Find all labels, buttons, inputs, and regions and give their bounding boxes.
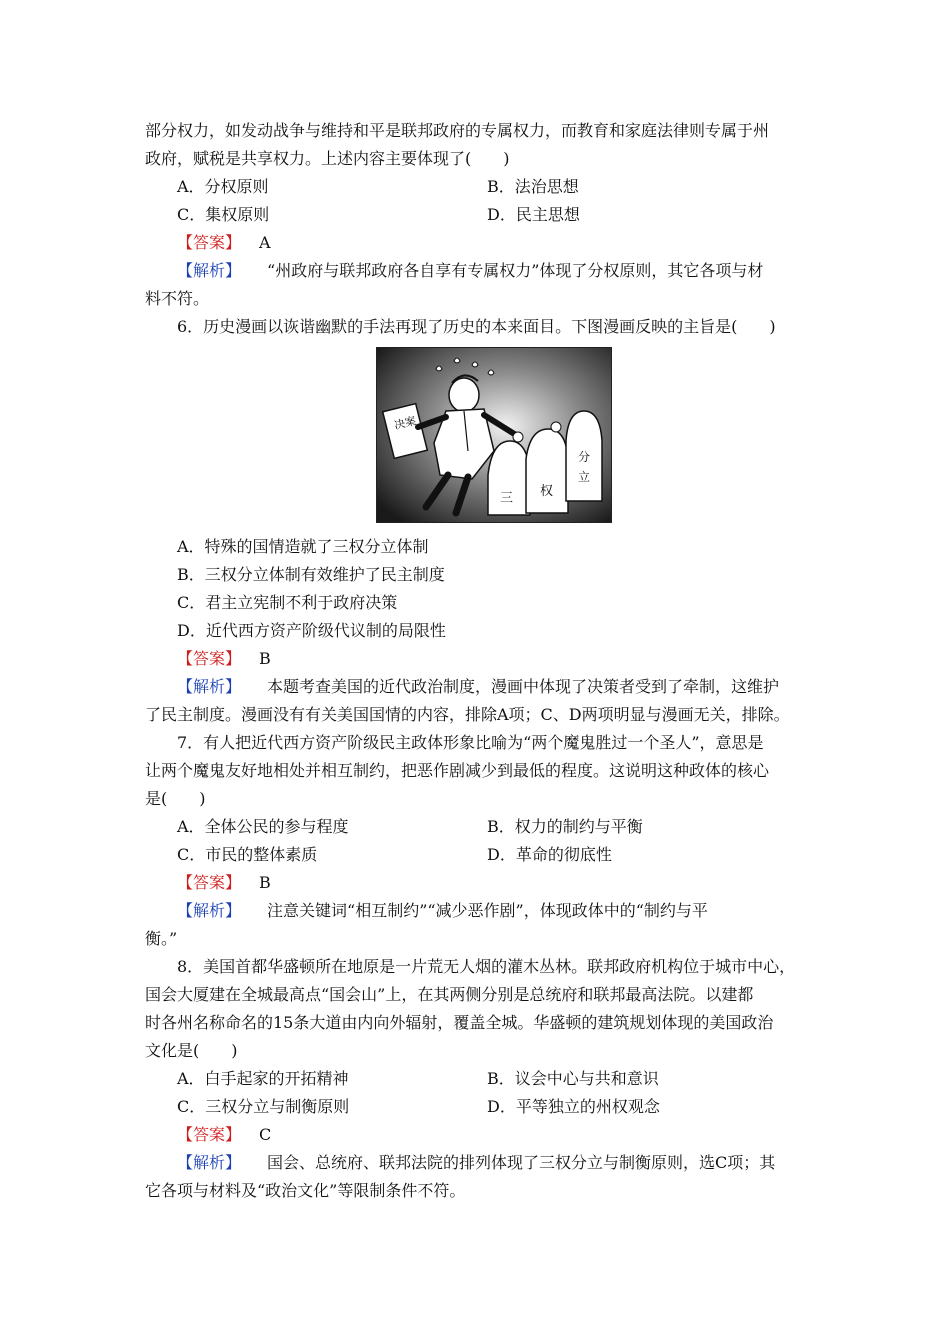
q8-option-c: C．三权分立与制衡原则: [177, 1097, 350, 1116]
analysis-label: 【解析】: [177, 1153, 242, 1172]
q5-options-row-1: [145, 173, 815, 201]
cartoon-stone-3: 分: [578, 450, 591, 464]
q5-stem-line-1: 部分权力，如发动战争与维持和平是联邦政府的专属权力，而教育和家庭法律则专属于州: [145, 121, 770, 140]
cartoon-drawing: [376, 347, 612, 523]
cartoon-stone-4: 立: [578, 470, 591, 484]
q7-option-d: D．革命的彻底性: [487, 845, 612, 864]
q8-analysis-line-2: 它各项与材料及“政治文化”等限制条件不符。: [145, 1181, 466, 1200]
q6-analysis-line-1: [145, 673, 815, 701]
q8-stem-line-3: 时各州名称命名的15条大道由内向外辐射，覆盖全城。华盛顿的建筑规划体现的美国政治: [145, 1013, 774, 1032]
q5-analysis-line-1: [145, 257, 815, 285]
q6-option-d: D．近代西方资产阶级代议制的局限性: [177, 621, 446, 640]
q8-answer: [145, 1121, 815, 1149]
q7-stem-line-3: 是( ): [145, 789, 206, 808]
answer-label: 【答案】: [177, 649, 242, 668]
q5-answer: [145, 229, 815, 257]
q5-option-a: A．分权原则: [177, 177, 269, 196]
cartoon-paper-text: 决案: [392, 414, 418, 433]
q5-option-c: C．集权原则: [177, 205, 270, 224]
q6-stem: 6．历史漫画以诙谐幽默的手法再现了历史的本来面目。下图漫画反映的主旨是( ): [177, 317, 776, 336]
answer-label: 【答案】: [177, 233, 242, 252]
document-content: [145, 117, 815, 1205]
q7-stem-line-1: 7．有人把近代西方资产阶级民主政体形象比喻为“两个魔鬼胜过一个圣人”，意思是: [177, 733, 764, 752]
q7-answer-value: B: [259, 873, 271, 892]
q8-option-b: B．议会中心与共和意识: [487, 1069, 659, 1088]
answer-label: 【答案】: [177, 873, 242, 892]
q5-answer-value: A: [259, 233, 271, 252]
q5-option-b: B．法治思想: [487, 177, 579, 196]
cartoon-stone-1: 三: [500, 491, 514, 506]
q8-answer-value: C: [259, 1125, 272, 1144]
analysis-label: 【解析】: [177, 901, 242, 920]
q5-analysis-text: “州政府与联邦政府各自享有专属权力”体现了分权原则，其它各项与材: [267, 261, 764, 280]
q8-analysis-line-1: [145, 1149, 815, 1177]
cartoon-stone-2: 权: [540, 484, 554, 499]
q6-analysis-line-2: 了民主制度。漫画没有有关美国国情的内容，排除A项；C、D两项明显与漫画无关，排除。: [145, 705, 790, 724]
q8-analysis-text: 国会、总统府、联邦法院的排列体现了三权分立与制衡原则，选C项；其: [267, 1153, 776, 1172]
q7-stem-line-2: 让两个魔鬼友好地相处并相互制约，把恶作剧减少到最低的程度。这说明这种政体的核心: [145, 761, 770, 780]
q8-stem-line-2: 国会大厦建在全城最高点“国会山”上，在其两侧分别是总统府和联邦最高法院。以建都: [145, 985, 754, 1004]
q8-option-d: D．平等独立的州权观念: [487, 1097, 660, 1116]
cartoon-image: [376, 347, 612, 523]
q7-analysis-line-1: [145, 897, 815, 925]
q5-stem-line-2: 政府，赋税是共享权力。上述内容主要体现了( ): [145, 149, 510, 168]
q5-option-d: D．民主思想: [487, 205, 580, 224]
q6-option-c: C．君主立宪制不利于政府决策: [177, 593, 398, 612]
q7-options-row-1: [145, 813, 815, 841]
analysis-label: 【解析】: [177, 261, 242, 280]
q8-stem-line-1: 8．美国首都华盛顿所在地原是一片荒无人烟的灌木丛林。联邦政府机构位于城市中心，: [177, 957, 796, 976]
q8-options-row-1: [145, 1065, 815, 1093]
q6-option-a: A．特殊的国情造就了三权分立体制: [177, 537, 429, 556]
q8-stem-line-4: 文化是( ): [145, 1041, 238, 1060]
q7-answer: [145, 869, 815, 897]
q8-option-a: A．白手起家的开拓精神: [177, 1069, 349, 1088]
q7-options-row-2: [145, 841, 815, 869]
q6-option-b: B．三权分立体制有效维护了民主制度: [177, 565, 445, 584]
analysis-label: 【解析】: [177, 677, 242, 696]
q6-analysis-text: 本题考查美国的近代政治制度，漫画中体现了决策者受到了牵制，这维护: [267, 677, 780, 696]
q5-analysis-line-2: 料不符。: [145, 289, 210, 308]
q7-analysis-text: 注意关键词“相互制约”“减少恶作剧”，体现政体中的“制约与平: [267, 901, 708, 920]
q7-option-c: C．市民的整体素质: [177, 845, 318, 864]
q7-option-a: A．全体公民的参与程度: [177, 817, 349, 836]
q6-answer: [145, 645, 815, 673]
q8-options-row-2: [145, 1093, 815, 1121]
q7-option-b: B．权力的制约与平衡: [487, 817, 643, 836]
q7-analysis-line-2: 衡。”: [145, 929, 178, 948]
q6-answer-value: B: [259, 649, 271, 668]
q5-options-row-2: [145, 201, 815, 229]
answer-label: 【答案】: [177, 1125, 242, 1144]
